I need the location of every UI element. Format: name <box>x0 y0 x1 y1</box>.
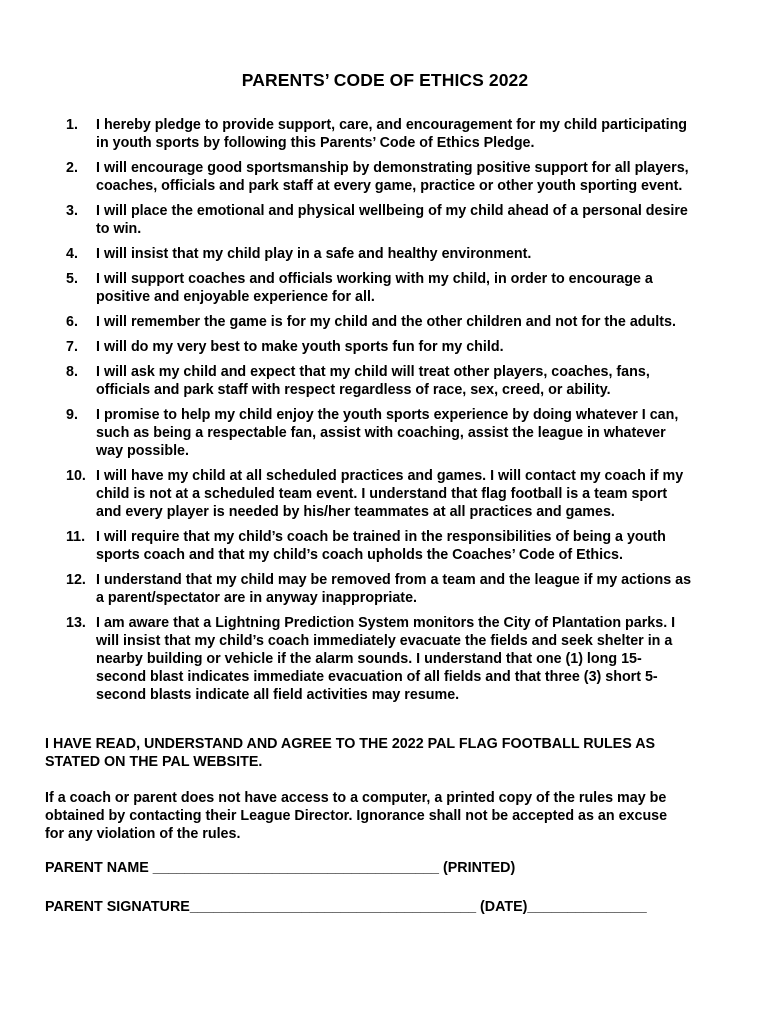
pledge-text: I hereby pledge to provide support, care, and encouragement for my child participating in youth sports by following this Parents’ Code of Ethics Pledge. <box>96 117 688 151</box>
parent-name-field: PARENT NAME ____________________________________ (PRINTED) <box>45 860 516 876</box>
pledge-item <box>66 363 732 399</box>
pledge-number: 13. <box>66 615 86 631</box>
pledge-list <box>66 116 732 711</box>
pledge-number: 11. <box>66 529 86 545</box>
pledge-text: I am aware that a Lightning Prediction System monitors the City of Plantation parks. I will insist that my child’s coach immediately evacuate the fields and seek shelter in a nearby building or vehicle if the alarm sounds. I understand that one (1) long 15- second blast indicates immediate evacuation of all fields and that three (3) short 5- second blasts indicate all field activities may resume. <box>96 615 676 703</box>
pledge-text: I will encourage good sportsmanship by demonstrating positive support for all players, coaches, officials and park staff at every game, practice or other youth sporting event. <box>96 160 689 194</box>
document-title: PARENTS’ CODE OF ETHICS 2022 <box>241 70 529 90</box>
pledge-number: 4. <box>66 246 78 262</box>
pledge-text: I will ask my child and expect that my child will treat other players, coaches, fans, officials and park staff with respect regardless of race, sex, creed, or ability. <box>96 364 650 398</box>
pledge-item <box>66 313 732 331</box>
pledge-item <box>66 467 732 521</box>
pledge-number: 8. <box>66 364 78 380</box>
pledge-number: 12. <box>66 572 86 588</box>
parent-signature-field: PARENT SIGNATURE____________________________________ (DATE)_______________ <box>45 899 647 915</box>
pledge-item <box>66 116 732 152</box>
pledge-number: 2. <box>66 160 78 176</box>
pledge-item <box>66 270 732 306</box>
agreement-statement: I HAVE READ, UNDERSTAND AND AGREE TO THE 2022 PAL FLAG FOOTBALL RULES AS STATED ON THE PAL WEBSITE. <box>45 736 656 770</box>
pledge-number: 7. <box>66 339 78 355</box>
pledge-item <box>66 245 732 263</box>
pledge-item <box>66 202 732 238</box>
pledge-item <box>66 528 732 564</box>
pledge-text: I understand that my child may be removed from a team and the league if my actions as a parent/spectator are in anyway inappropriate. <box>96 572 692 606</box>
pledge-text: I will support coaches and officials working with my child, in order to encourage a positive and enjoyable experience for all. <box>96 271 653 305</box>
pledge-text: I will place the emotional and physical wellbeing of my child ahead of a personal desire to win. <box>96 203 688 237</box>
pledge-text: I will require that my child’s coach be trained in the responsibilities of being a youth sports coach and that my child’s coach upholds the Coaches’ Code of Ethics. <box>96 529 666 563</box>
pledge-text: I will remember the game is for my child and the other children and not for the adults. <box>96 314 676 330</box>
pledge-item <box>66 406 732 460</box>
pledge-number: 10. <box>66 468 86 484</box>
pledge-number: 3. <box>66 203 78 219</box>
pledge-item <box>66 571 732 607</box>
pledge-number: 9. <box>66 407 78 423</box>
pledge-text: I will insist that my child play in a safe and healthy environment. <box>96 246 532 262</box>
rules-access-note: If a coach or parent does not have access to a computer, a printed copy of the rules may be obtained by contacting their League Director. Ignorance shall not be accepted as an excuse for any violation of the rules. <box>45 790 668 842</box>
pledge-number: 1. <box>66 117 78 133</box>
pledge-item <box>66 338 732 356</box>
pledge-text: I promise to help my child enjoy the youth sports experience by doing whatever I can, such as being a respectable fan, assist with coaching, assist the league in whatever way possible. <box>96 407 679 459</box>
pledge-number: 6. <box>66 314 78 330</box>
pledge-text: I will do my very best to make youth sports fun for my child. <box>96 339 504 355</box>
pledge-item <box>66 159 732 195</box>
pledge-number: 5. <box>66 271 78 287</box>
pledge-text: I will have my child at all scheduled practices and games. I will contact my coach if my child is not at a scheduled team event. I understand that flag football is a team sport and every player is needed by his/her teammates at all practices and games. <box>96 468 684 520</box>
pledge-item <box>66 614 732 704</box>
